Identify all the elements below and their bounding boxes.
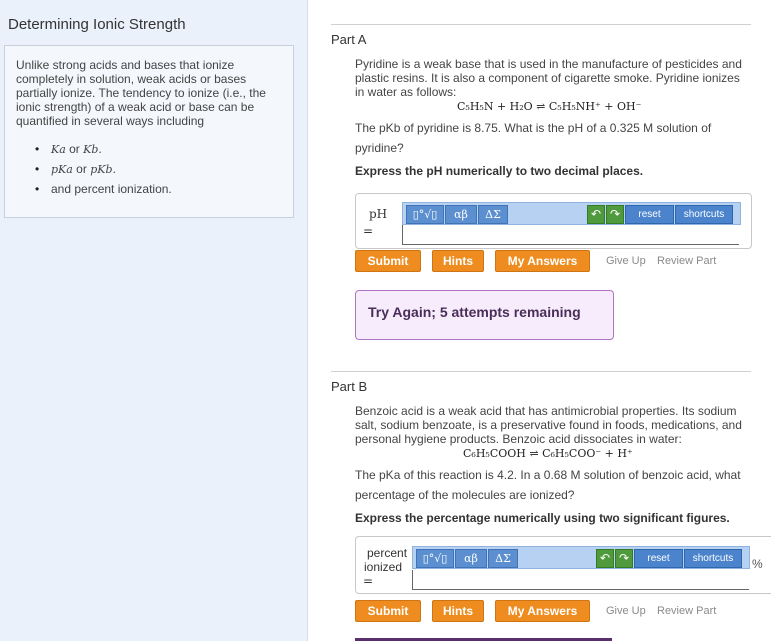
bullet-ka-kb: • Ka or Kb.: [29, 141, 172, 161]
ionized-label: ionized: [364, 560, 403, 574]
part-b-question-line1: The pKa of this reaction is 4.2. In a 0.68 M solution of benzoic acid, what: [355, 468, 741, 482]
symbols-button[interactable]: ΔΣ: [478, 205, 508, 224]
part-a-text: Pyridine is a weak base that is used in the manufacture of pesticides and plastic resins. It is also a component of cigarette smoke. Pyridine ionizes in water as follows:: [355, 57, 742, 99]
part-a-question-line1: The pKb of pyridine is 8.75. What is the pH of a 0.325 M solution of: [355, 121, 712, 135]
shortcuts-button[interactable]: shortcuts: [684, 549, 742, 568]
greek-letters-button[interactable]: αβ: [455, 549, 487, 568]
templates-button[interactable]: ▯°√▯: [416, 549, 454, 568]
templates-button[interactable]: ▯°√▯: [406, 205, 444, 224]
undo-icon[interactable]: ↶: [596, 549, 614, 568]
math-toolbar: [402, 202, 741, 225]
feedback-box: [355, 290, 614, 340]
intro-box: [4, 45, 294, 218]
part-b-instruction: Express the percentage numerically using two significant figures.: [355, 511, 730, 525]
redo-icon[interactable]: ↷: [615, 549, 633, 568]
part-b-equation: C₆H₅COOH ⇌ C₆H₅COO⁻ + H⁺: [463, 447, 633, 460]
percent-unit-label: %: [752, 557, 763, 571]
review-part-link[interactable]: Review Part: [657, 605, 717, 617]
submit-button[interactable]: Submit: [355, 600, 421, 622]
give-up-link[interactable]: Give Up: [606, 605, 646, 617]
intro-bullet-list: [29, 141, 172, 201]
my-answers-button[interactable]: My Answers: [495, 250, 590, 272]
give-up-link[interactable]: Give Up: [606, 255, 646, 267]
hints-button[interactable]: Hints: [432, 600, 484, 622]
intro-sidebar: [0, 0, 308, 641]
redo-icon[interactable]: ↷: [606, 205, 624, 224]
symbols-button[interactable]: ΔΣ: [488, 549, 518, 568]
math-toolbar: [412, 546, 750, 569]
divider: [331, 371, 751, 372]
ph-variable-label: pH: [369, 207, 388, 221]
intro-text: Unlike strong acids and bases that ionize completely in solution, weak acids or bases partially ionize. The tendency to ionize (i.e., the ionic strength) of a weak acid or base can be quantified in several ways including: [16, 58, 266, 128]
equals-label: =: [363, 224, 374, 238]
review-part-link[interactable]: Review Part: [657, 255, 717, 267]
shortcuts-button[interactable]: shortcuts: [675, 205, 733, 224]
my-answers-button[interactable]: My Answers: [495, 600, 590, 622]
problem-title: Determining Ionic Strength: [8, 16, 186, 33]
bullet-percent-ionization: • and percent ionization.: [29, 181, 172, 201]
submit-button[interactable]: Submit: [355, 250, 421, 272]
part-a-equation: C₅H₅N + H₂O ⇌ C₅H₅NH⁺ + OH⁻: [457, 100, 642, 113]
equals-label: =: [363, 574, 374, 588]
main-content: [331, 0, 771, 641]
part-b-answer-box: [355, 536, 771, 594]
percent-ionized-input[interactable]: [412, 570, 749, 590]
reset-button[interactable]: reset: [634, 549, 683, 568]
bullet-pka-pkb: • pKa or pKb.: [29, 161, 172, 181]
part-a-instruction: Express the pH numerically to two decimal places.: [355, 164, 644, 178]
percent-label: percent: [367, 546, 408, 560]
part-b-text: Benzoic acid is a weak acid that has antimicrobial properties. Its sodium salt, sodium benzoate, is a preservative found in foods, medications, and personal hygiene products. Benzoic acid dissociates in water:: [355, 404, 742, 446]
part-a-answer-box: [355, 193, 752, 249]
undo-icon[interactable]: ↶: [587, 205, 605, 224]
feedback-message: Try Again; 5 attempts remaining: [368, 304, 581, 320]
part-b-question-line2: percentage of the molecules are ionized?: [355, 488, 575, 502]
reset-button[interactable]: reset: [625, 205, 674, 224]
hints-button[interactable]: Hints: [432, 250, 484, 272]
part-a-title: Part A: [331, 32, 367, 47]
divider: [331, 24, 751, 25]
part-b-title: Part B: [331, 379, 368, 394]
ph-answer-input[interactable]: [402, 225, 739, 245]
part-a-question-line2: pyridine?: [355, 141, 404, 155]
greek-letters-button[interactable]: αβ: [445, 205, 477, 224]
